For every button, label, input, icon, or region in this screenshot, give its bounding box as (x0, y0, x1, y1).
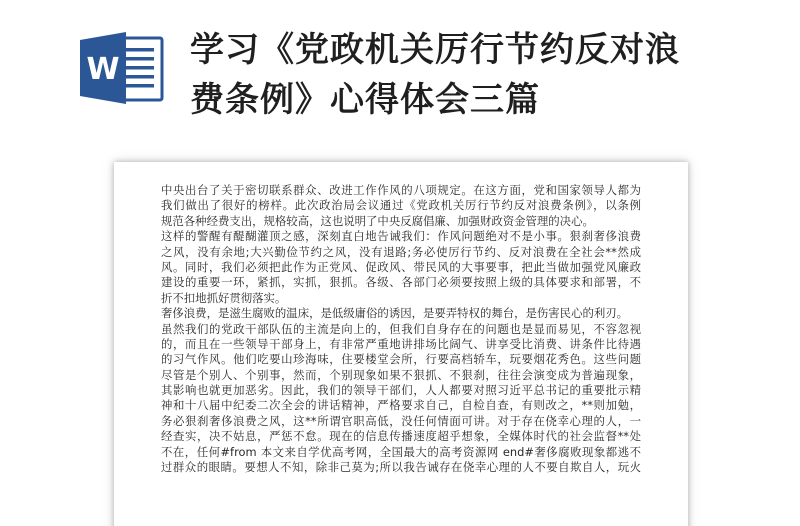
body-line: 建设的重要一环，紧抓，实抓，狠抓。各级、各部门必须要按照上级的具体要求和部署，不 (161, 275, 641, 290)
word-icon-letter: W (86, 52, 120, 87)
document-page-preview (114, 162, 688, 526)
body-line: 规范各种经费支出，规格较高，这也说明了中央反腐倡廉、加强财政资金管理的决心。 (161, 213, 594, 228)
body-line: 我们做出了很好的榜样。此次政治局会议通过《党政机关厉行节约反对浪费条例》，以条例 (161, 198, 641, 213)
body-line: 的，而且在一些领导干部身上，有非常严重地讲排场比阔气、讲享受比消费、讲条件比待遇 (161, 336, 641, 351)
body-line: 的习气作风。他们吃要山珍海味，住要楼堂会所，行要高档轿车，玩要烟花秀色。这些问题 (161, 352, 641, 367)
body-line: 尽管是个别人、个别事，然而，个别现象如果不狠抓、不狠刹，往往会演变成为普遍现象， (161, 367, 641, 382)
body-line: 之风，没有余地;大兴勤俭节约之风，没有退路;务必使厉行节约、反对浪费在全社会**然成 (161, 244, 641, 259)
body-line: 风。同时，我们必须把此作为正党风、促政风、带民风的大事要事，把此当做加强党风廉政 (161, 259, 641, 274)
body-line: 这样的警醒有醍醐灌顶之感，深刻直白地告诫我们：作风问题绝对不是小事。狠刹奢侈浪费 (161, 229, 641, 244)
body-line: 其影响也就更加恶劣。因此，我们的领导干部们，人人都要对照习近平总书记的重要批示精 (161, 383, 641, 398)
document-title (190, 25, 780, 125)
body-line: 务必狠刹奢侈浪费之风，这**所谓官职高低，没任何情面可讲。对于存在侥幸心理的人，一 (161, 413, 641, 428)
body-line: 折不扣地抓好贯彻落实。 (161, 290, 287, 305)
word-icon (78, 30, 164, 106)
body-line: 不在，任何#from 本文来自学优高考网，全国最大的高考资源网 end#奢侈腐败现象都逃不 (161, 444, 641, 459)
body-line: 神和十八届中纪委二次全会的讲话精神，严格要求自己，自检自查，有则改之，**则加勉， (161, 398, 641, 413)
body-line: 经查实，决不姑息，严惩不怠。现在的信息传播速度超乎想象，全媒体时代的社会监督**处 (161, 429, 641, 444)
body-line: 过群众的眼睛。要想人不知，除非己莫为;所以我告诫存在侥幸心理的人不要自欺自人，玩火 (161, 460, 641, 475)
body-line: 虽然我们的党政干部队伍的主流是向上的，但我们自身存在的问题也是显而易见，不容忽视 (161, 321, 641, 336)
body-line: 中央出台了关于密切联系群众、改进工作作风的八项规定。在这方面，党和国家领导人都为 (161, 183, 641, 197)
body-line: 奢侈浪费，是滋生腐败的温床，是低级庸俗的诱因，是要弄特权的舞台，是伤害民心的利刃。 (161, 306, 629, 321)
document-title-line-1: 学习《党政机关厉行节约反对浪 (190, 30, 680, 70)
document-title-line-2: 费条例》心得体会三篇 (190, 80, 540, 120)
document-body (161, 183, 641, 475)
